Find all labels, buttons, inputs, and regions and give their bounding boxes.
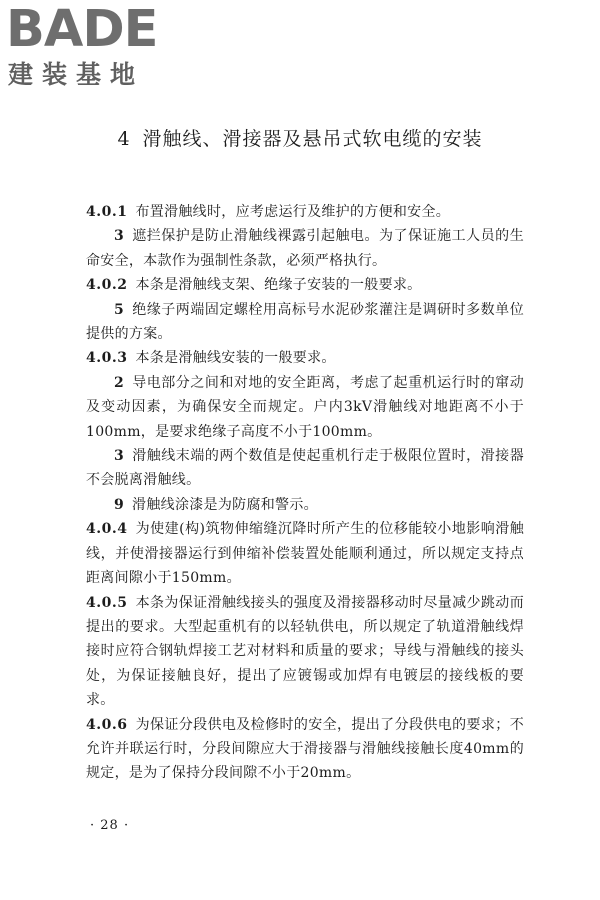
item-number: 9 bbox=[114, 496, 125, 513]
brand-logo bbox=[6, 0, 181, 95]
chapter-title-text: 滑触线、滑接器及悬吊式软电缆的安装 bbox=[142, 128, 483, 150]
clause-text: 本条为保证滑触线接头的强度及滑接器移动时尽量减少跳动而提出的要求。大型起重机有的以轻轨供电，所以规定了轨道滑触线焊接时应符合钢轨焊接工艺对材料和质量的要求；导线与滑触线的接头处，为保证接触良好，提出了应镀锡或加焊有电镀层的接线板的要求。 bbox=[86, 594, 524, 709]
item-number: 3 bbox=[114, 228, 125, 245]
item-paragraph bbox=[86, 298, 524, 347]
clause-number: 4.0.6 bbox=[86, 716, 128, 733]
item-text: 绝缘子两端固定螺栓用高标号水泥砂浆灌注是调研时多数单位提供的方案。 bbox=[86, 301, 524, 343]
item-paragraph bbox=[86, 224, 524, 273]
logo-subtitle: 建装基地 bbox=[8, 60, 145, 89]
chapter-title bbox=[0, 124, 600, 151]
clause-text: 布置滑触线时，应考虑运行及维护的方便和安全。 bbox=[135, 204, 451, 220]
document-body bbox=[86, 200, 524, 786]
page-number: · 28 · bbox=[90, 818, 130, 833]
item-number: 2 bbox=[114, 374, 125, 391]
clause-text: 为保证分段供电及检修时的安全，提出了分段供电的要求；不允许并联运行时，分段间隙应大于滑接器与滑触线接触长度40mm的规定，是为了保持分段间隙不小于20mm。 bbox=[86, 716, 524, 782]
chapter-number: 4 bbox=[117, 128, 131, 150]
clause-number: 4.0.2 bbox=[86, 277, 128, 294]
item-paragraph bbox=[86, 493, 524, 517]
clause-number: 4.0.5 bbox=[86, 594, 128, 611]
item-text: 滑触线末端的两个数值是使起重机行走于极限位置时，滑接器不会脱离滑触线。 bbox=[86, 448, 524, 489]
clause-paragraph bbox=[86, 273, 524, 297]
item-text: 遮拦保护是防止滑触线裸露引起触电。为了保证施工人员的生命安全，本款作为强制性条款，必须严格执行。 bbox=[86, 228, 524, 269]
item-number: 5 bbox=[114, 301, 125, 318]
clause-number: 4.0.3 bbox=[86, 350, 128, 367]
clause-text: 本条是滑触线安装的一般要求。 bbox=[135, 350, 336, 367]
item-text: 滑触线涂漆是为防腐和警示。 bbox=[132, 496, 318, 513]
clause-paragraph bbox=[86, 713, 524, 786]
clause-paragraph bbox=[86, 517, 524, 590]
item-paragraph bbox=[86, 371, 524, 444]
clause-text: 为使建(构)筑物伸缩缝沉降时所产生的位移能较小地影响滑触线，并使滑接器运行到伸缩补偿装置处能顺利通过，所以规定支持点距离间隙小于150mm。 bbox=[86, 521, 524, 587]
clause-number: 4.0.4 bbox=[86, 521, 128, 538]
item-number: 3 bbox=[114, 448, 125, 465]
clause-number: 4.0.1 bbox=[86, 204, 128, 220]
clause-paragraph bbox=[86, 346, 524, 370]
logo-brand-text: BADE bbox=[6, 0, 158, 59]
clause-paragraph bbox=[86, 591, 524, 713]
clause-text: 本条是滑触线支架、绝缘子安装的一般要求。 bbox=[135, 277, 422, 294]
clause-paragraph bbox=[86, 200, 524, 224]
item-text: 导电部分之间和对地的安全距离，考虑了起重机运行时的窜动及变动因素，为确保安全而规定。户内3kV滑触线对地距离不小于100mm，是要求绝缘子高度不小于100mm。 bbox=[86, 374, 524, 440]
item-paragraph bbox=[86, 444, 524, 493]
